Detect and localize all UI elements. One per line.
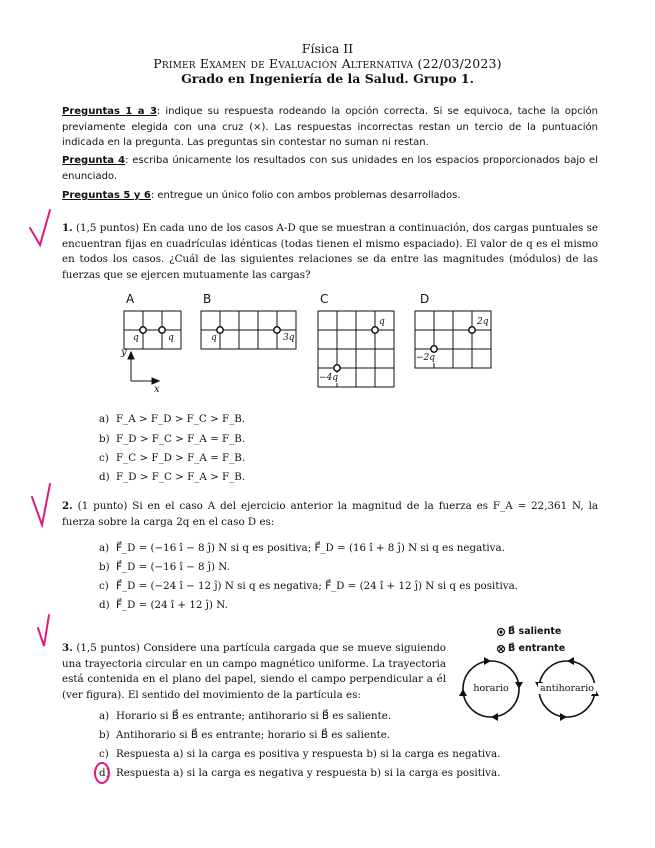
q2-option-c[interactable]: c) F⃗_D = (−24 î − 12 ĵ) N si q es negativa; F⃗_D = (24 î + 12 ĵ) N si q es positiva. <box>99 580 518 592</box>
legend-b-out: B⃗ saliente <box>508 626 562 637</box>
counterclockwise-label: antihorario <box>538 683 596 694</box>
checkmark-q3 <box>38 615 49 646</box>
charge-A2-label: q <box>168 333 174 343</box>
case-D-label: D <box>420 292 430 306</box>
instruction-2: Pregunta 4: escriba únicamente los resultados con sus unidades en los espacios proporcionados bajo el enunciado. <box>62 155 598 182</box>
charge-C2-label: −4q <box>319 373 339 383</box>
question-1: 1. (1,5 puntos) En cada uno de los casos A-D que se muestran a continuación, dos cargas puntuales se encuentran fijas en cuadrículas idénticas (todas tienen el mismo espaciado). El valor de q es el mismo en todos los casos. ¿Cuál de las siguientes relaciones se da entre las magnitudes (módulos) de las fuerzas que se ejercen mutuamente las cargas? <box>62 222 598 281</box>
circle-answer-d <box>95 763 109 783</box>
clockwise-label: horario <box>469 683 513 694</box>
case-C-label: C <box>320 292 329 306</box>
case-B-label: B <box>203 292 212 306</box>
x-axis-label: x <box>154 384 160 395</box>
charge-D1-label: 2q <box>477 317 489 327</box>
y-axis-label: y <box>121 347 127 358</box>
q3-option-c[interactable]: c) Respuesta a) si la carga es positiva y respuesta b) si la carga es negativa. <box>99 748 501 760</box>
degree-title: Grado en Ingeniería de la Salud. Grupo 1. <box>181 71 474 86</box>
charge-D2-label: −2q <box>416 353 436 363</box>
charge-A1-label: q <box>133 333 139 343</box>
q2-option-a[interactable]: a) F⃗_D = (−16 î − 8 ĵ) N si q es positiva; F⃗_D = (16 î + 8 ĵ) N si q es negativa. <box>99 542 505 554</box>
exam-title: Primer Examen de Evaluación Alternativa (22/03/2023) <box>153 56 502 71</box>
checkmark-q2 <box>32 484 50 525</box>
instruction-3: Preguntas 5 y 6: entregue un único folio con ambos problemas desarrollados. <box>62 190 461 201</box>
q3-option-b[interactable]: b) Antihorario si B⃗ es entrante; horario si B⃗ es saliente. <box>99 729 391 741</box>
q1-option-b[interactable]: b) F_D > F_C > F_A = F_B. <box>99 433 246 445</box>
q2-option-b[interactable]: b) F⃗_D = (−16 î − 8 ĵ) N. <box>99 561 230 573</box>
q3-option-d[interactable]: d) Respuesta a) si la carga es negativa y respuesta b) si la carga es positiva. <box>99 767 501 779</box>
charge-B2-label: 3q <box>283 333 295 343</box>
question-3: 3. (1,5 puntos) Considere una partícula cargada que se mueve siguiendo una trayectoria circular en un campo magnético uniforme. La trayectoria está contenida en el plano del papel, siendo el campo perpendicular a él (ver figura). El sentido del movimiento de la partícula es: <box>62 642 446 701</box>
q3-option-a[interactable]: a) Horario si B⃗ es entrante; antihorario si B⃗ es saliente. <box>99 710 392 722</box>
checkmark-q1 <box>30 210 50 245</box>
q1-option-a[interactable]: a) F_A > F_D > F_C > F_B. <box>99 413 246 425</box>
charge-C1-label: q <box>379 317 385 327</box>
instruction-1: Preguntas 1 a 3: indique su respuesta rodeando la opción correcta. Si se equivoca, tache la opción previamente elegida con una cruz (×). Las respuestas incorrectas restan un tercio de la puntuación indicada en la pregunta. Las preguntas sin contestar no suman ni restan. <box>62 106 598 149</box>
q1-option-d[interactable]: d) F_D > F_C > F_A > F_B. <box>99 471 246 483</box>
legend-b-in: B⃗ entrante <box>508 643 566 654</box>
case-A-label: A <box>126 292 135 306</box>
question-2: 2. (1 punto) Si en el caso A del ejercicio anterior la magnitud de la fuerza es F_A = 22,361 N, la fuerza sobre la carga 2q en el caso D es: <box>62 500 598 528</box>
q1-option-c[interactable]: c) F_C > F_D > F_A = F_B. <box>99 452 246 464</box>
course-title: Física II <box>301 41 354 56</box>
q2-option-d[interactable]: d) F⃗_D = (24 î + 12 ĵ) N. <box>99 599 228 611</box>
charge-B1-label: q <box>211 333 217 343</box>
